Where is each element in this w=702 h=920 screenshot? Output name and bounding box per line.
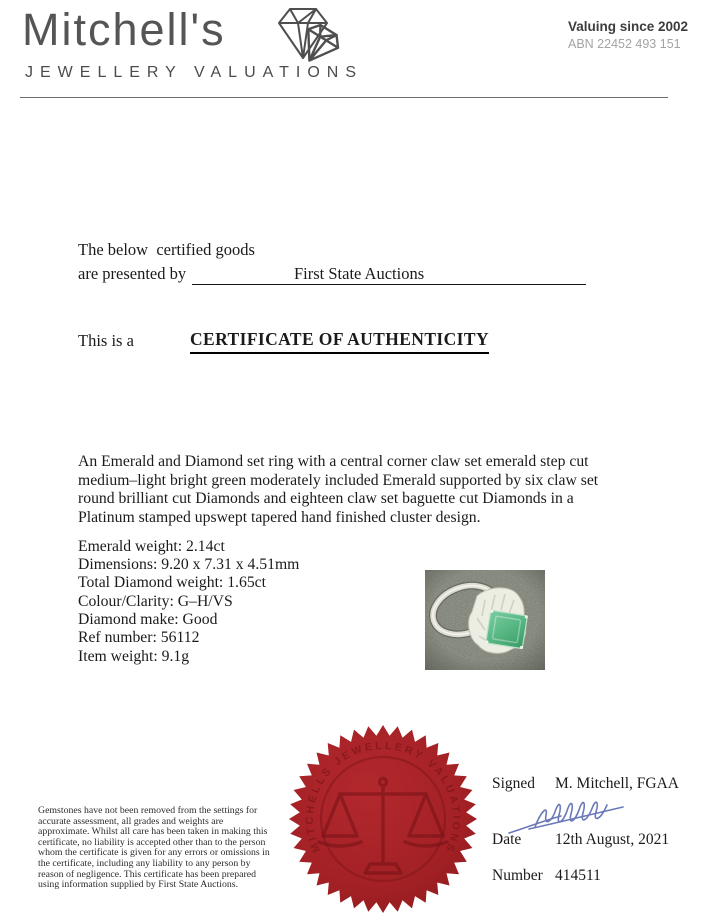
number-value: 414511: [555, 867, 601, 884]
brand-name: Mitchell's: [22, 4, 226, 55]
signed-value: M. Mitchell, FGAA: [555, 775, 679, 792]
detail-line: Ref number: 56112: [78, 628, 200, 646]
presentation-line: The below certified goods: [78, 240, 255, 259]
date-value: 12th August, 2021: [555, 831, 670, 848]
red-seal: [288, 724, 478, 914]
header-divider: [20, 97, 668, 98]
detail-line: Colour/Clarity: G–H/VS: [78, 592, 233, 610]
abn-number: ABN 22452 493 151: [568, 37, 681, 51]
item-details-list: [78, 538, 299, 647]
item-description: An Emerald and Diamond set ring with a central corner claw set emerald step cut medium–light bright green moderately included Emerald supported by six claw set round brilliant cut Diamonds and eighteen claw set baguette cut Diamonds in a Platinum stamped upswept tapered hand finished cluster design.: [78, 453, 599, 526]
tagline: Valuing since 2002: [568, 19, 689, 34]
presenter-name: First State Auctions: [192, 264, 586, 285]
item-weight: Item weight: 9.1g: [78, 648, 190, 665]
certificate-lead: This is a: [78, 331, 134, 350]
date-label: Date: [492, 831, 522, 848]
emerald-stone: [485, 610, 528, 650]
detail-line: Diamond make: Good: [78, 610, 218, 628]
number-label: Number: [492, 867, 543, 884]
signed-label: Signed: [492, 775, 536, 792]
presentation-block: [78, 240, 586, 285]
ring-photo: [425, 570, 545, 670]
diamonds-logo-icon: [271, 2, 351, 70]
presented-by-label: are presented by: [78, 264, 187, 283]
disclaimer-text: Gemstones have not been removed from the settings for accurate assessment, all grades and weights are approximate. Whilst all care has been taken in making this certificate, no liability is accepted other than to the person whom the certificate is given for any errors or omissions in the certificate, including any liability to any person by reason of negligence. This certificate has been prepared using information supplied by First State Auctions.: [38, 805, 270, 891]
detail-line: Emerald weight: 2.14ct: [78, 538, 225, 555]
certificate-title: CERTIFICATE OF AUTHENTICITY: [190, 329, 489, 354]
seal-ring-text: MITCHELLS JEWELLERY VALUATIONS: [303, 739, 463, 856]
detail-line: Dimensions: 9.20 x 7.31 x 4.51mm: [78, 556, 300, 574]
detail-line: Total Diamond weight: 1.65ct: [78, 574, 266, 592]
brand-subtitle: JEWELLERY VALUATIONS: [25, 64, 363, 81]
